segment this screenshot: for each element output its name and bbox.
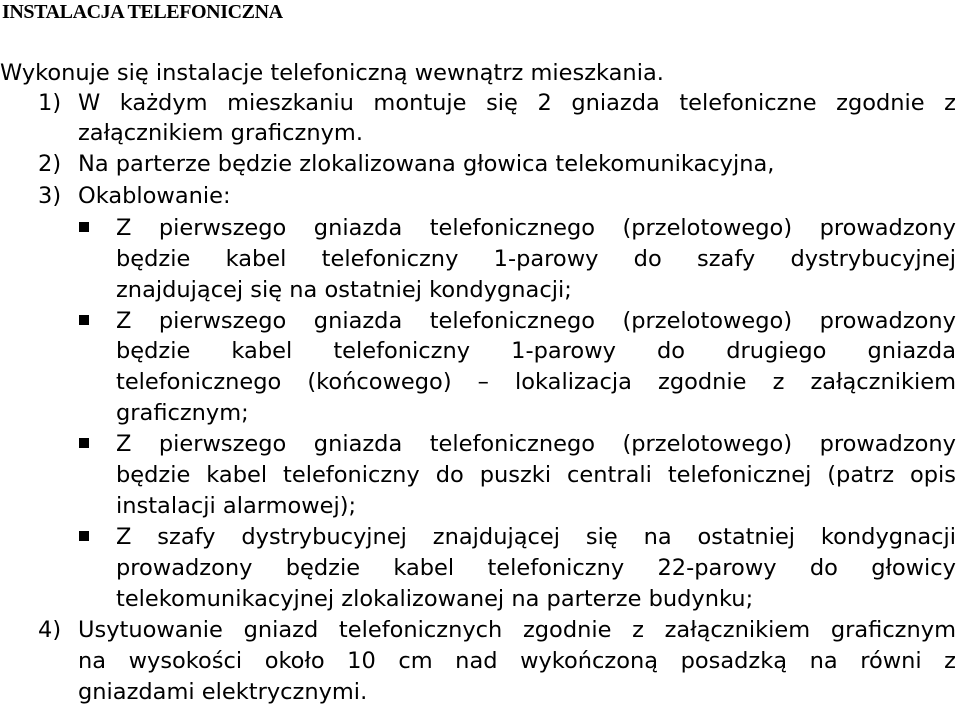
bullet-3-line-2: będzie kabel telefoniczny do puszki centrali telefonicznej (patrz opis [116,462,956,488]
bullet-icon [79,222,89,232]
document-title: INSTALACJA TELEFONICZNA [2,1,283,23]
item-4-number: 4) [38,617,62,643]
bullet-icon [79,315,89,325]
item-3-number: 3) [38,183,62,209]
bullet-1-line-2: będzie kabel telefoniczny 1-parowy do szafy dystrybucyjnej [116,246,956,272]
bullet-2-line-2: będzie kabel telefoniczny 1-parowy do drugiego gniazda [116,338,956,364]
item-2-text: Na parterze będzie zlokalizowana głowica telekomunikacyjna, [78,151,775,177]
bullet-icon [79,438,89,448]
item-4-line-2: na wysokości około 10 cm nad wykończoną posadzką na równi z [78,648,956,674]
item-4-line-3: gniazdami elektrycznymi. [78,679,368,705]
bullet-4-line-2: prowadzony będzie kabel telefoniczny 22-parowy do głowicy [116,555,956,581]
bullet-2-line-3: telefonicznego (końcowego) – lokalizacja zgodnie z załącznikiem [116,369,956,395]
bullet-4-line-3: telekomunikacyjnej zlokalizowanej na parterze budynku; [116,586,754,612]
item-1-number: 1) [38,90,62,116]
bullet-1-line-1: Z pierwszego gniazda telefonicznego (przelotowego) prowadzony [116,215,956,241]
bullet-2-line-4: graficznym; [116,400,249,426]
bullet-3-line-1: Z pierwszego gniazda telefonicznego (przelotowego) prowadzony [116,431,956,457]
bullet-icon [79,531,89,541]
bullet-2-line-1: Z pierwszego gniazda telefonicznego (przelotowego) prowadzony [116,308,956,334]
intro-text: Wykonuje się instalacje telefoniczną wewnątrz mieszkania. [0,60,664,86]
bullet-1-line-3: znajdującej się na ostatniej kondygnacji; [116,277,572,303]
item-1-line-1: W każdym mieszkaniu montuje się 2 gniazda telefoniczne zgodnie z [78,90,956,116]
item-4-line-1: Usytuowanie gniazd telefonicznych zgodnie z załącznikiem graficznym [78,617,956,643]
bullet-3-line-3: instalacji alarmowej); [116,493,357,519]
bullet-4-line-1: Z szafy dystrybucyjnej znajdującej się na ostatniej kondygnacji [116,524,956,550]
item-1-line-2: załącznikiem graficznym. [78,120,363,146]
item-2-number: 2) [38,151,62,177]
item-3-text: Okablowanie: [78,183,231,209]
